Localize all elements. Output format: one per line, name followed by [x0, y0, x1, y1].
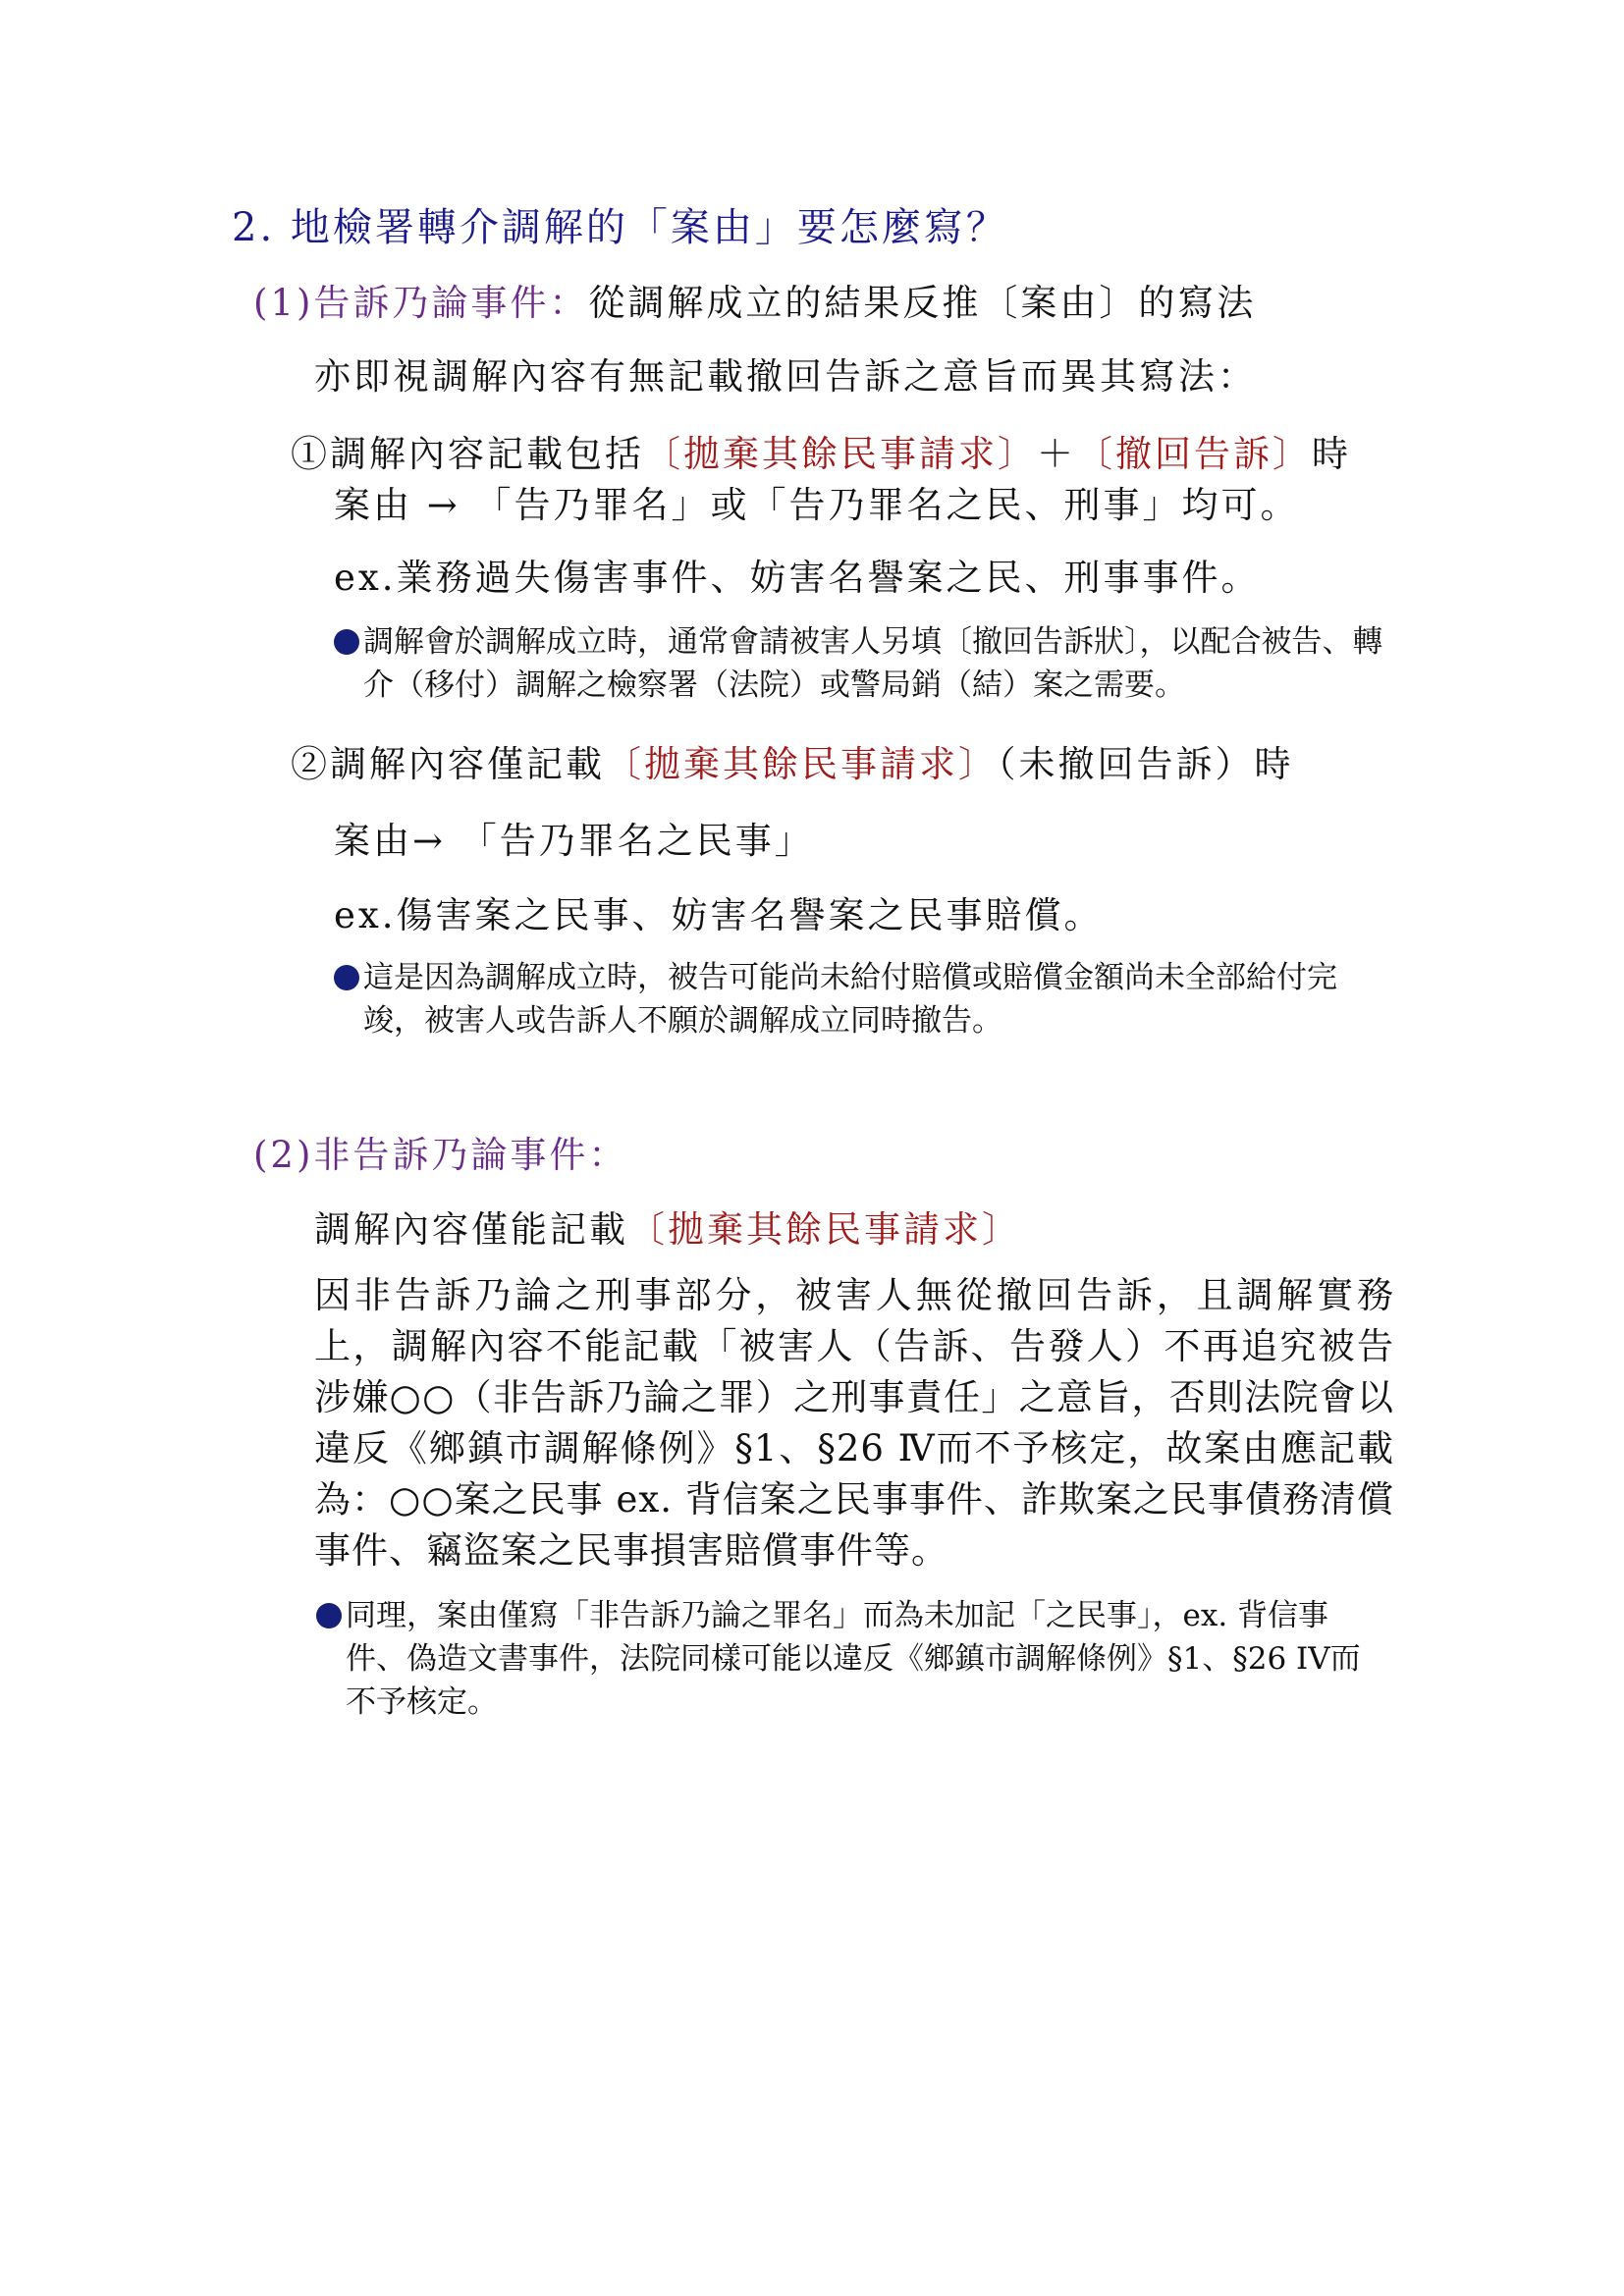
section2-note: [346, 1594, 1384, 1724]
bullet-icon: [334, 629, 359, 655]
item2-red: 〔拋棄其餘民事請求〕: [605, 743, 998, 785]
section2-title: (2)非告訴乃論事件：: [253, 1134, 628, 1176]
item2-line2: 案由→ 「告乃罪名之民事」: [334, 820, 814, 862]
item2-prefix: ②調解內容僅記載: [291, 743, 605, 785]
section1-intro: 亦即視調解內容有無記載撤回告訴之意旨而異其寫法：: [314, 355, 1257, 398]
page-heading: 2. 地檢署轉介調解的「案由」要怎麼寫？: [232, 205, 1008, 250]
section2-line1-red: 〔拋棄其餘民事請求〕: [628, 1208, 1021, 1251]
section1-title-line: [253, 273, 1256, 326]
item2-note: [363, 956, 1384, 1042]
item2-example: ex.傷害案之民事、妨害名譽案之民事賠償。: [334, 894, 1104, 936]
section2-line1: [314, 1200, 1021, 1253]
bullet-icon: [316, 1603, 342, 1629]
item1-suffix: 時: [1312, 433, 1351, 475]
bullet-icon: [334, 965, 359, 990]
item1-red1: 〔拋棄其餘民事請求〕: [644, 433, 1037, 475]
item1-red2: 〔撤回告訴〕: [1076, 433, 1312, 475]
item1-note: [363, 620, 1384, 707]
item1-plus: ＋: [1037, 433, 1076, 475]
item1-note-text: 調解會於調解成立時，通常會請被害人另填〔撤回告訴狀〕，以配合被告、轉介（移付）調解之檢察署（法院）或警局銷（結）案之需要。: [363, 624, 1383, 703]
section1-title: (1)告訴乃論事件：: [253, 282, 589, 324]
item2-line1: [291, 734, 1294, 787]
section1-title-rest: 從調解成立的結果反推〔案由〕的寫法: [588, 282, 1257, 324]
section2-note-text: 同理，案由僅寫「非告訴乃論之罪名」而為未加記「之民事」，ex. 背信事件、偽造文書事件，法院同樣可能以違反《鄉鎮市調解條例》§1、§26 IV而不予核定。: [346, 1598, 1361, 1720]
item1-prefix: ①調解內容記載包括: [291, 433, 644, 475]
item2-note-text: 這是因為調解成立時，被告可能尚未給付賠償或賠償金額尚未全部給付完竣，被害人或告訴人不願於調解成立同時撤告。: [363, 960, 1337, 1039]
section2-paragraph: 因非告訴乃論之刑事部分，被害人無從撤回告訴，且調解實務上，調解內容不能記載「被害人（告訴、告發人）不再追究被告涉嫌○○（非告訴乃論之罪）之刑事責任」之意旨，否則法院會以違反《鄉鎮市調解條例》§1、§26 Ⅳ而不予核定，故案由應記載為：○○案之民事 ex. 背信案之民事事件、詐欺案之民事債務清償事件、竊盜案之民事損害賠償事件等。: [314, 1274, 1394, 1572]
item2-suffix: （未撤回告訴）時: [998, 743, 1294, 785]
item1-line2: 案由 → 「告乃罪名」或「告乃罪名之民、刑事」均可。: [334, 484, 1300, 526]
item1-example: ex.業務過失傷害事件、妨害名譽案之民、刑事事件。: [334, 557, 1261, 599]
item1-line1: [291, 424, 1351, 477]
section2-line1-prefix: 調解內容僅能記載: [314, 1208, 628, 1251]
